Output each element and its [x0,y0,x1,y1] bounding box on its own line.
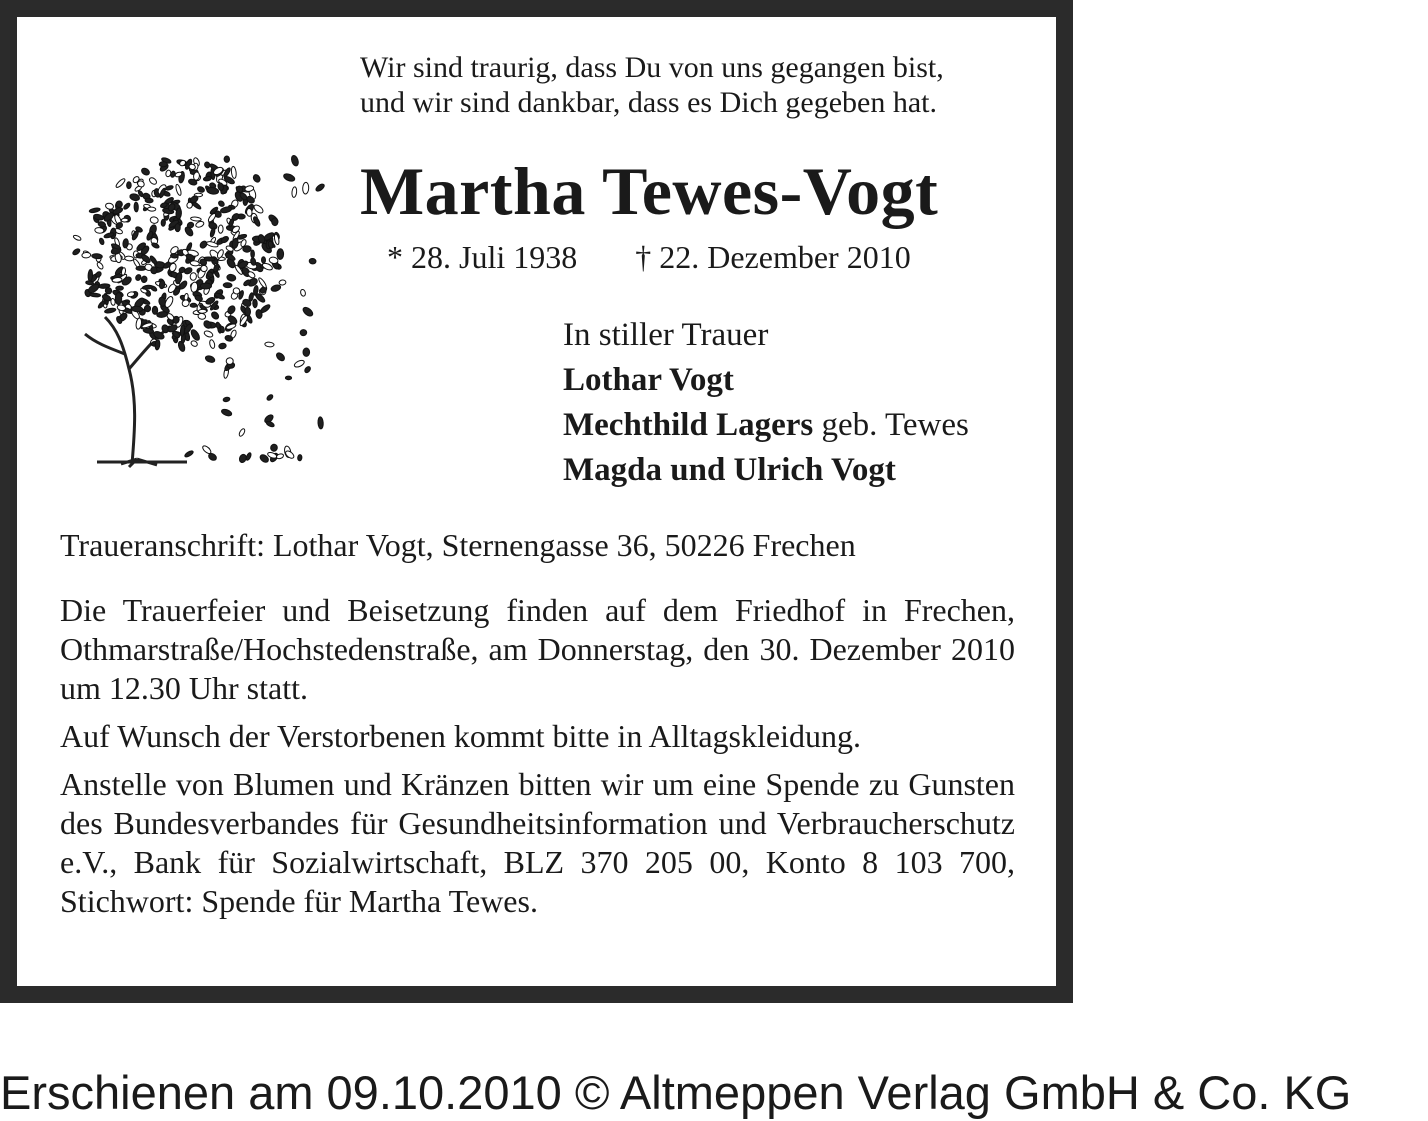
motto-line: und wir sind dankbar, dass es Dich gegeben hat. [360,86,937,119]
mourner-name: Mechthild Lagers [563,407,814,443]
deceased-name: Martha Tewes-Vogt [360,153,939,229]
mourners-block [563,313,969,493]
birth-date: * 28. Juli 1938 [387,239,578,275]
dress-code-paragraph: Auf Wunsch der Verstorbenen kommt bitte in Alltagskleidung. [60,718,861,754]
mourner-name: Magda und Ulrich Vogt [563,452,896,488]
mourning-phrase: In stiller Trauer [563,317,769,353]
mourner [563,448,969,493]
mourner-suffix: geb. Tewes [813,407,969,443]
life-dates [387,239,911,276]
funeral-paragraph: Die Trauerfeier und Beisetzung finden auf dem Friedhof in Frechen, Othmarstraße/Hochstedenstraße, am Donnerstag, den 30. Dezember 2010 um 12.30 Uhr statt. [60,592,1015,706]
donation-paragraph: Anstelle von Blumen und Kränzen bitten wir um eine Spende zu Gunsten des Bundesverbandes für Gesundheitsinformation und Verbraucherschutz e.V., Bank für Sozialwirtschaft, BLZ 370 205 00, Konto 8 103 700, Stichwort: Spende für Martha Tewes. [60,766,1015,919]
publication-footer: Erschienen am 09.10.2010 © Altmeppen Verlag GmbH & Co. KG [0,1066,1352,1119]
mourning-address: Traueranschrift: Lothar Vogt, Sternengasse 36, 50226 Frechen [60,527,856,563]
motto [360,50,944,120]
death-date: † 22. Dezember 2010 [635,239,911,275]
motto-line: Wir sind traurig, dass Du von uns gegangen bist, [360,51,944,84]
windblown-tree-icon [57,129,332,469]
mourner-name: Lothar Vogt [563,362,734,398]
mourner [563,403,969,448]
mourner [563,358,969,403]
